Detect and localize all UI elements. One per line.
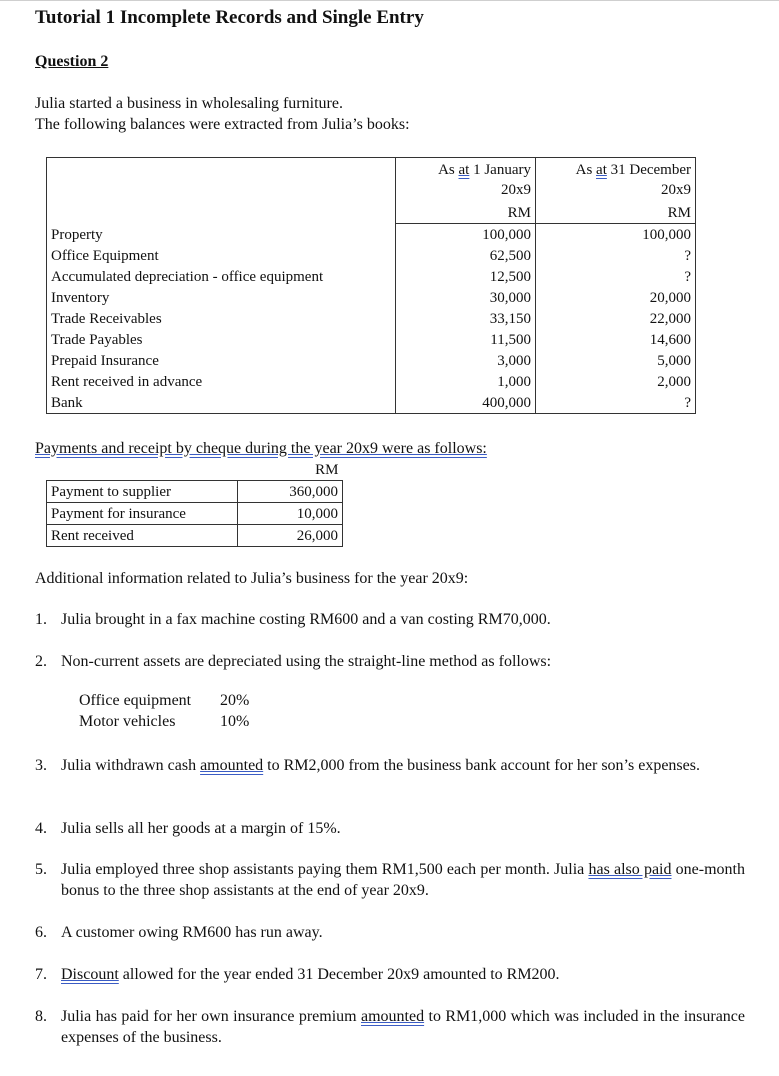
row-jan: 30,000 xyxy=(396,287,536,308)
currency-row xyxy=(47,202,696,224)
row-label: Rent received in advance xyxy=(47,371,396,392)
page-top-border xyxy=(0,0,779,5)
intro-line-1: Julia started a business in wholesaling furniture. xyxy=(35,95,343,112)
row-dec: 14,600 xyxy=(536,329,696,350)
row-jan: 11,500 xyxy=(396,329,536,350)
depreciation-rate: Office equipment 20% xyxy=(79,692,250,709)
page-title: Tutorial 1 Incomplete Records and Single Entry xyxy=(35,7,424,28)
payment-label: Payment to supplier xyxy=(47,481,238,503)
row-label: Property xyxy=(47,224,396,246)
row-jan: 3,000 xyxy=(396,350,536,371)
payment-row xyxy=(47,525,343,547)
currency-jan: RM xyxy=(396,202,536,224)
row-label: Trade Payables xyxy=(47,329,396,350)
list-item: 6. A customer owing RM600 has run away. xyxy=(35,924,323,941)
row-jan: 12,500 xyxy=(396,266,536,287)
balances-table xyxy=(46,157,696,414)
payments-currency-blank xyxy=(47,459,238,481)
row-dec: ? xyxy=(536,266,696,287)
row-label: Office Equipment xyxy=(47,245,396,266)
row-label: Inventory xyxy=(47,287,396,308)
balance-row xyxy=(47,350,696,371)
row-label: Prepaid Insurance xyxy=(47,350,396,371)
row-jan: 1,000 xyxy=(396,371,536,392)
list-item: 3. Julia withdrawn cash amounted to RM2,000 from the business bank account for her son’s expenses. xyxy=(35,757,700,774)
currency-row-blank xyxy=(47,202,396,224)
payment-label: Payment for insurance xyxy=(47,503,238,525)
row-dec: 5,000 xyxy=(536,350,696,371)
row-jan: 100,000 xyxy=(396,224,536,246)
balance-row xyxy=(47,329,696,350)
balance-row xyxy=(47,308,696,329)
payments-currency: RM xyxy=(238,459,343,481)
header-1-january: As at 1 January 20x9 xyxy=(396,158,536,203)
balance-row xyxy=(47,224,696,246)
row-dec: ? xyxy=(536,245,696,266)
row-jan: 62,500 xyxy=(396,245,536,266)
payment-label: Rent received xyxy=(47,525,238,547)
balance-row xyxy=(47,266,696,287)
currency-dec: RM xyxy=(536,202,696,224)
row-dec: 20,000 xyxy=(536,287,696,308)
list-item: 7. Discount allowed for the year ended 31 December 20x9 amounted to RM200. xyxy=(35,966,560,983)
balance-row xyxy=(47,287,696,308)
payment-row xyxy=(47,481,343,503)
depreciation-rate: Motor vehicles 10% xyxy=(79,713,250,730)
payment-amount: 10,000 xyxy=(238,503,343,525)
row-label: Bank xyxy=(47,392,396,414)
balances-header-blank xyxy=(47,158,396,203)
payment-row xyxy=(47,503,343,525)
list-item: 8. Julia has paid for her own insurance premium amounted to RM1,000 which was included in the insurance expenses of the business. xyxy=(35,1008,745,1046)
balance-row xyxy=(47,371,696,392)
list-item: 2. Non-current assets are depreciated using the straight-line method as follows: xyxy=(35,653,552,670)
list-item: 5. Julia employed three shop assistants paying them RM1,500 each per month. Julia has also paid one-month bonus to the three shop assistants at the end of year 20x9. xyxy=(35,861,746,899)
list-item: 4. Julia sells all her goods at a margin of 15%. xyxy=(35,820,341,837)
question-heading: Question 2 xyxy=(35,53,109,70)
payment-amount: 360,000 xyxy=(238,481,343,503)
row-dec: 22,000 xyxy=(536,308,696,329)
row-jan: 400,000 xyxy=(396,392,536,414)
row-dec: ? xyxy=(536,392,696,414)
balances-header-row xyxy=(47,158,696,203)
payments-heading: Payments and receipt by cheque during the year 20x9 were as follows: xyxy=(35,440,487,457)
payment-amount: 26,000 xyxy=(238,525,343,547)
payments-currency-row xyxy=(47,459,343,481)
list-item: 1. Julia brought in a fax machine costing RM600 and a van costing RM70,000. xyxy=(35,611,551,628)
row-dec: 100,000 xyxy=(536,224,696,246)
row-dec: 2,000 xyxy=(536,371,696,392)
intro-line-2: The following balances were extracted from Julia’s books: xyxy=(35,116,410,133)
balance-row xyxy=(47,392,696,414)
row-jan: 33,150 xyxy=(396,308,536,329)
payments-table xyxy=(46,459,343,547)
balance-row xyxy=(47,245,696,266)
row-label: Accumulated depreciation - office equipment xyxy=(47,266,396,287)
row-label: Trade Receivables xyxy=(47,308,396,329)
additional-info-heading: Additional information related to Julia’s business for the year 20x9: xyxy=(35,570,469,587)
header-31-december: As at 31 December 20x9 xyxy=(536,158,696,203)
